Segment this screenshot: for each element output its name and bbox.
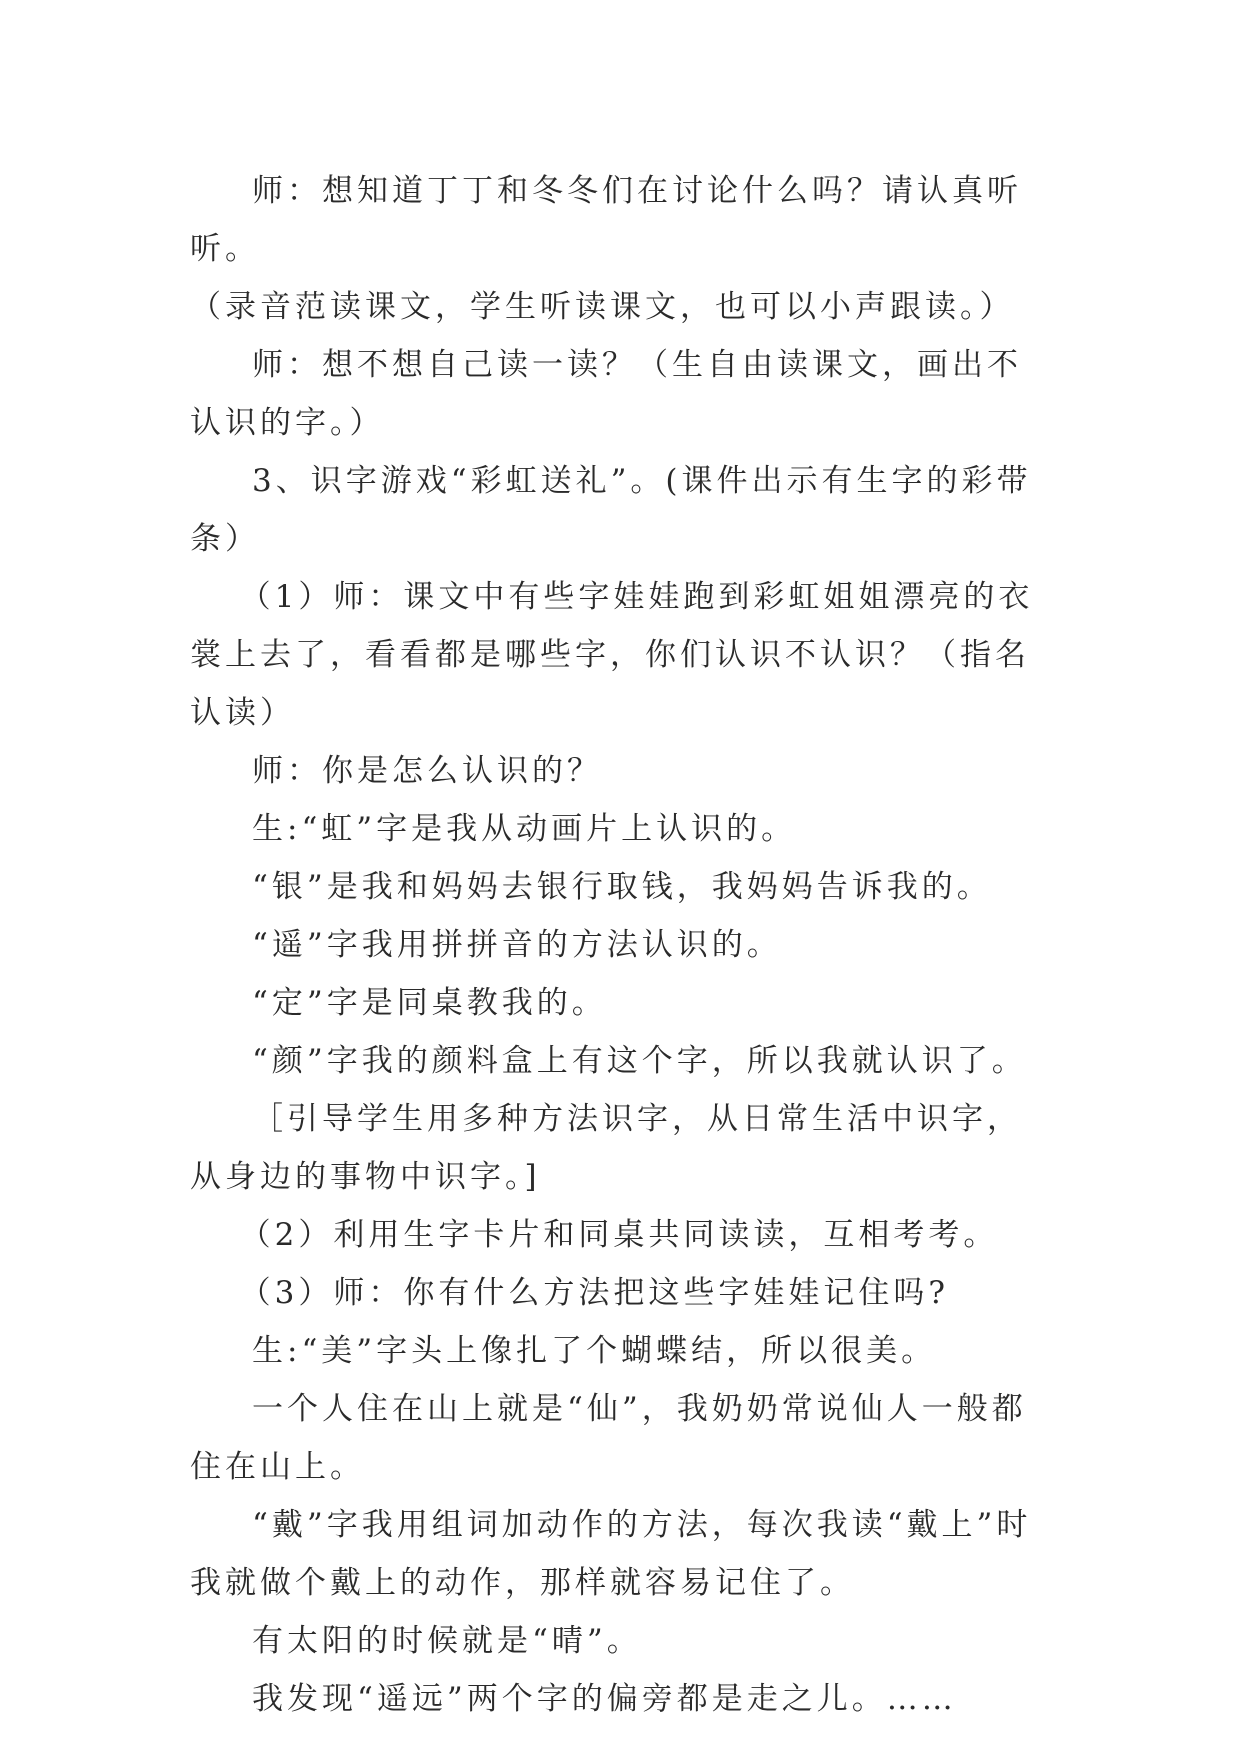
paragraph-10: “定”字是同桌教我的。: [252, 985, 607, 1021]
paragraph-11: “颜”字我的颜料盒上有这个字，所以我就认识了。: [252, 1043, 1027, 1079]
paragraph-7: 生:“虹”字是我从动画片上认识的。: [252, 811, 797, 847]
paragraph-14: （3）师：你有什么方法把这些字娃娃记住吗?: [239, 1275, 949, 1311]
paragraph-18: 有太阳的时候就是“晴”。: [252, 1623, 642, 1659]
paragraph-9: “遥”字我用拼拼音的方法认识的。: [252, 927, 782, 963]
paragraph-13: （2）利用生字卡片和同桌共同读读，互相考考。: [239, 1217, 999, 1253]
paragraph-16: 一个人住在山上就是“仙”，我奶奶常说仙人一般都住在山上。: [190, 1391, 1027, 1485]
paragraph-15: 生:“美”字头上像扎了个蝴蝶结，所以很美。: [252, 1333, 937, 1369]
paragraph-19: 我发现“遥远”两个字的偏旁都是走之儿。……: [252, 1681, 957, 1717]
paragraph-6: 师：你是怎么认识的？: [252, 753, 602, 789]
paragraph-1: 师：想知道丁丁和冬冬们在讨论什么吗？请认真听听。: [190, 173, 1022, 267]
paragraph-2: （录音范读课文，学生听读课文，也可以小声跟读。）: [190, 289, 1015, 325]
paragraph-12: ［引导学生用多种方法识字，从日常生活中识字，从身边的事物中识字。]: [190, 1101, 1022, 1195]
paragraph-17: “戴”字我用组词加动作的方法，每次我读“戴上”时我就做个戴上的动作，那样就容易记住了。: [190, 1507, 1032, 1601]
paragraph-5: （1）师：课文中有些字娃娃跑到彩虹姐姐漂亮的衣裳上去了，看看都是哪些字，你们认识不认识？（指名认读）: [190, 579, 1034, 731]
paragraph-4: 3、识字游戏“彩虹送礼”。(课件出示有生字的彩带条）: [190, 463, 1032, 557]
paragraph-3: 师：想不想自己读一读？（生自由读课文，画出不认识的字。）: [190, 347, 1022, 441]
paragraph-8: “银”是我和妈妈去银行取钱，我妈妈告诉我的。: [252, 869, 992, 905]
document-body: [190, 162, 1050, 1728]
